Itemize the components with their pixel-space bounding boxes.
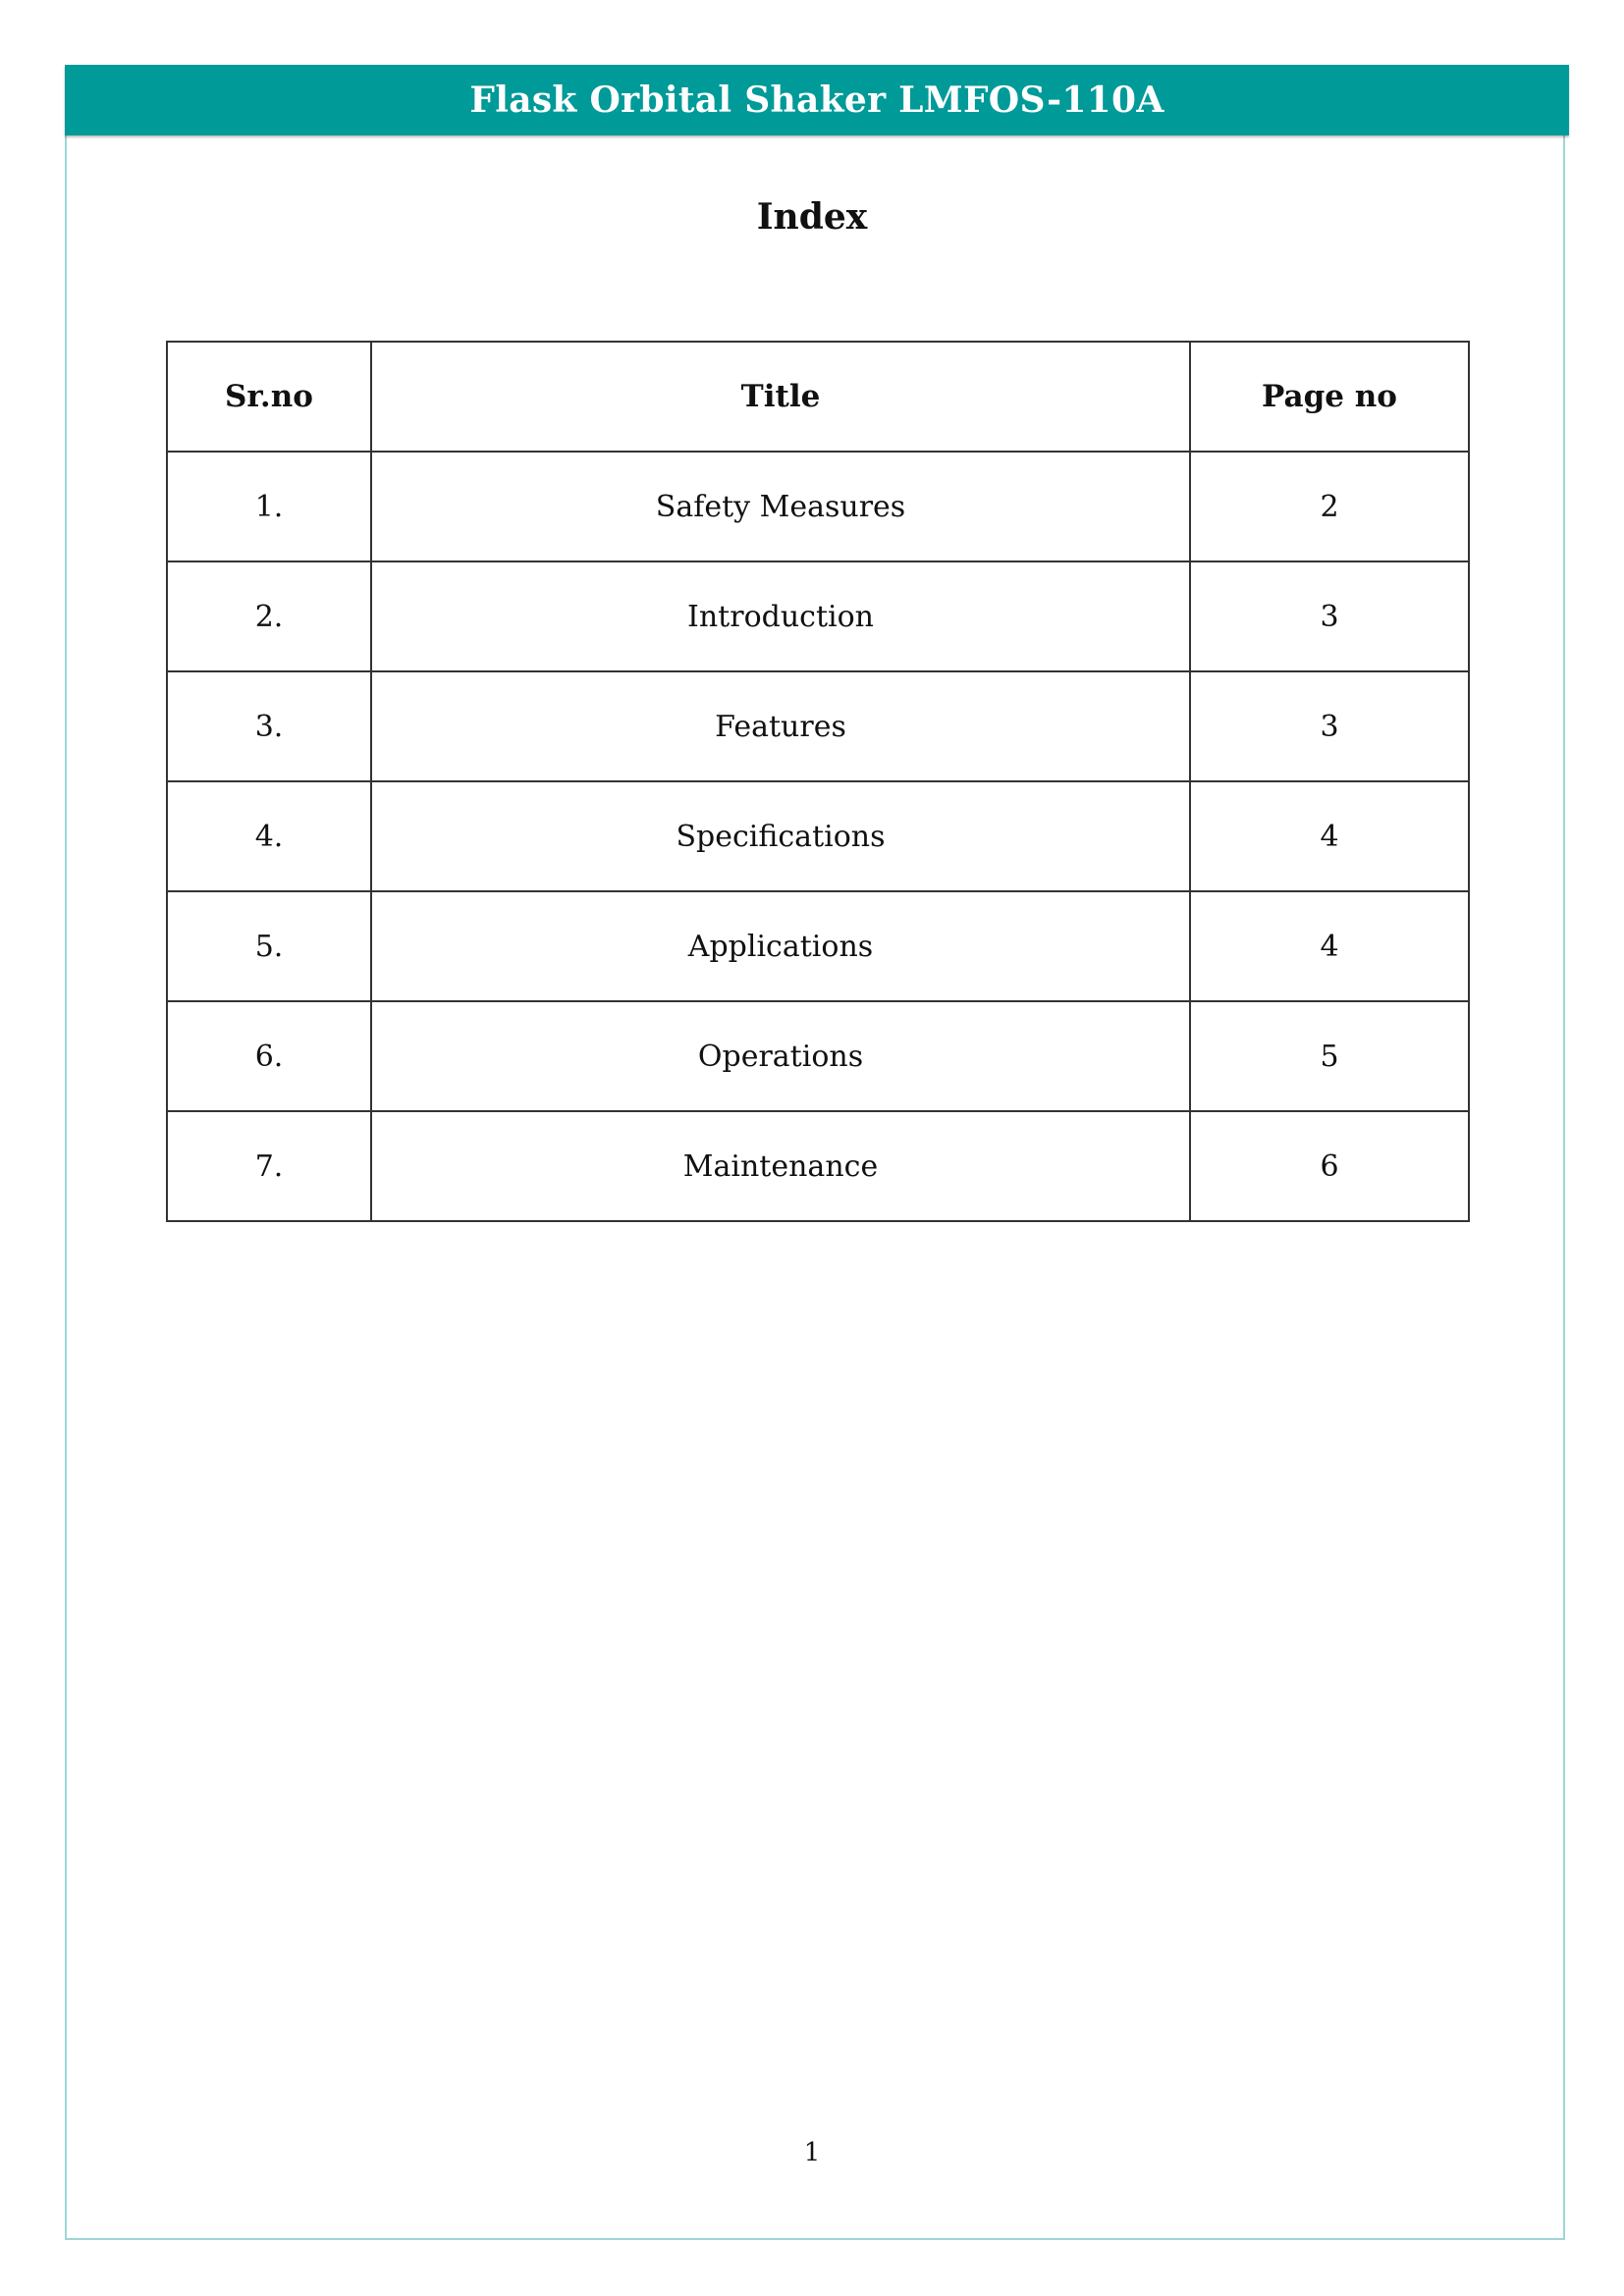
row-title: Maintenance — [371, 1111, 1190, 1221]
index-heading: Index — [756, 196, 868, 238]
table-row — [167, 781, 1469, 891]
column-header-sr-no: Sr.no — [167, 342, 371, 452]
table-header-row — [167, 342, 1469, 452]
column-header-title: Title — [371, 342, 1190, 452]
table-row — [167, 891, 1469, 1001]
document-header-title: Flask Orbital Shaker LMFOS-110A — [469, 80, 1164, 121]
row-page-no: 4 — [1190, 781, 1469, 891]
document-header-bar — [65, 65, 1569, 135]
row-sr-no: 6. — [167, 1001, 371, 1111]
table-row — [167, 561, 1469, 671]
row-sr-no: 5. — [167, 891, 371, 1001]
row-title: Operations — [371, 1001, 1190, 1111]
index-table — [166, 341, 1470, 1222]
table-row — [167, 1001, 1469, 1111]
table-row — [167, 671, 1469, 781]
row-title: Features — [371, 671, 1190, 781]
row-title: Introduction — [371, 561, 1190, 671]
page-number: 1 — [803, 2138, 821, 2167]
row-page-no: 2 — [1190, 452, 1469, 561]
row-sr-no: 4. — [167, 781, 371, 891]
row-page-no: 5 — [1190, 1001, 1469, 1111]
row-page-no: 4 — [1190, 891, 1469, 1001]
row-sr-no: 7. — [167, 1111, 371, 1221]
row-sr-no: 1. — [167, 452, 371, 561]
column-header-page-no: Page no — [1190, 342, 1469, 452]
row-page-no: 3 — [1190, 671, 1469, 781]
row-sr-no: 2. — [167, 561, 371, 671]
row-page-no: 6 — [1190, 1111, 1469, 1221]
row-title: Safety Measures — [371, 452, 1190, 561]
row-title: Specifications — [371, 781, 1190, 891]
table-row — [167, 452, 1469, 561]
row-page-no: 3 — [1190, 561, 1469, 671]
row-sr-no: 3. — [167, 671, 371, 781]
row-title: Applications — [371, 891, 1190, 1001]
table-row — [167, 1111, 1469, 1221]
